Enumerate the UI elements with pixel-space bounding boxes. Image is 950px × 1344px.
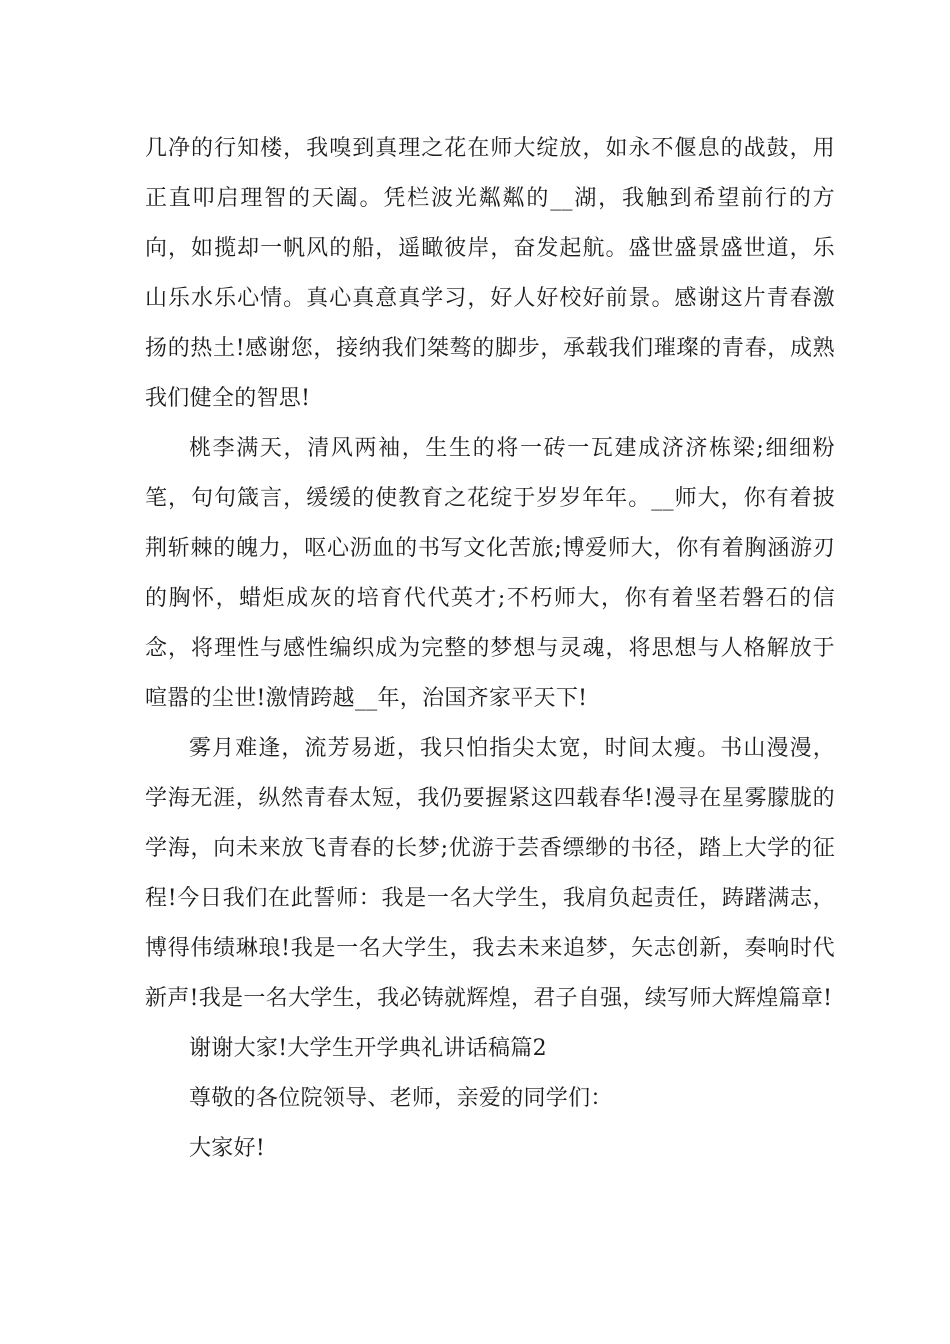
paragraph-2: 桃李满天，清风两袖，生生的将一砖一瓦建成济济栋梁;细细粉笔，句句箴言，缓缓的使教育之花绽于岁岁年年。__师大，你有着披荆斩棘的魄力，呕心沥血的书写文化苦旅;博爱师大，你有着胸涵游刃的胸怀，蜡炬成灰的培育代代英才;不朽师大，你有着坚若磐石的信念，将理性与感性编织成为完整的梦想与灵魂，将思想与人格解放于喧嚣的尘世!激情跨越__年，治国齐家平天下! — [145, 436, 835, 711]
greeting: 大家好! — [189, 1136, 266, 1161]
paragraph-3: 雾月难逢，流芳易逝，我只怕指尖太宽，时间太瘦。书山漫漫，学海无涯，纵然青春太短，我仍要握紧这四载春华!漫寻在星雾朦胧的学海，向未来放飞青春的长梦;优游于芸香缥缈的书径，踏上大学的征程!今日我们在此誓师：我是一名大学生，我肩负起责任，踌躇满志，博得伟绩琳琅!我是一名大学生，我去未来追梦，矢志创新，奏响时代新声!我是一名大学生，我必铸就辉煌，君子自强，续写师大辉煌篇章! — [145, 736, 835, 1011]
document-page — [145, 124, 835, 1174]
salutation: 尊敬的各位院领导、老师，亲爱的同学们： — [189, 1086, 613, 1111]
section-heading: 谢谢大家!大学生开学典礼讲话稿篇2 — [189, 1036, 547, 1061]
paragraph-1: 几净的行知楼，我嗅到真理之花在师大绽放，如永不偃息的战鼓，用正直叩启理智的天阖。凭栏波光粼粼的__湖，我触到希望前行的方向，如揽却一帆风的船，遥瞰彼岸，奋发起航。盛世盛景盛世道，乐山乐水乐心情。真心真意真学习，好人好校好前景。感谢这片青春激扬的热土!感谢您，接纳我们桀骜的脚步，承载我们璀璨的青春，成熟我们健全的智思! — [145, 136, 835, 411]
